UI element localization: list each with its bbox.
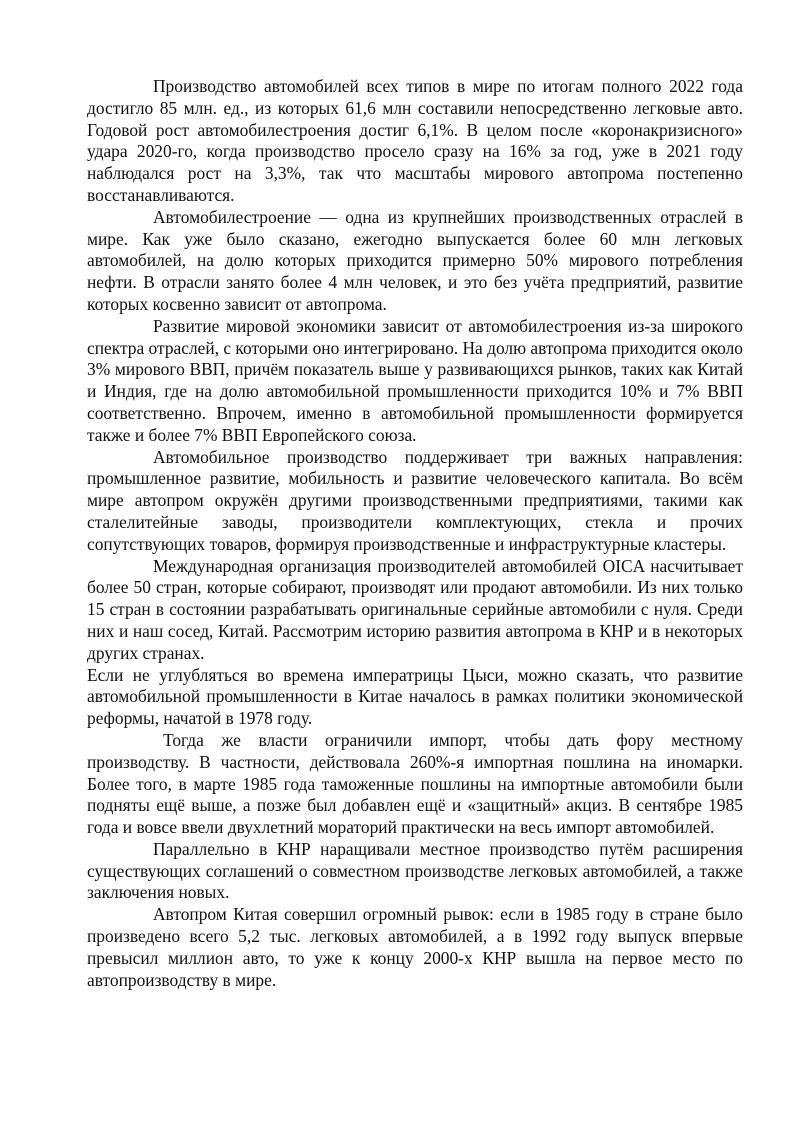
paragraph-joint-production: Параллельно в КНР наращивали местное производство путём расширения существующих соглашений о совместном производстве легковых автомобилей, а также заключения новых. bbox=[87, 838, 743, 903]
document-page bbox=[87, 76, 743, 991]
paragraph-import-restrictions: Тогда же власти ограничили импорт, чтобы дать фору местному производству. В частности, действовала 260%-я импортная пошлина на иномарки. Более того, в марте 1985 года таможенные пошлины на импортные автомобили были подняты ещё выше, а позже был добавлен ещё и «защитный» акциз. В сентябре 1985 года и вовсе ввели двухлетний мораторий практически на весь импорт автомобилей. bbox=[87, 729, 743, 838]
paragraph-industry-scale: Автомобилестроение — одна из крупнейших производственных отраслей в мире. Как уже было сказано, ежегодно выпускается более 60 млн легковых автомобилей, на долю которых приходится примерно 50% мирового потребления нефти. В отрасли занято более 4 млн человек, и это без учёта предприятий, развитие которых косвенно зависит от автопрома. bbox=[87, 206, 743, 314]
paragraph-china-reform: Если не углубляться во времена императрицы Цыси, можно сказать, что развитие автомобильной промышленности в Китае началось в рамках политики экономической реформы, начатой в 1978 году. bbox=[87, 664, 743, 729]
paragraph-oica: Международная организация производителей автомобилей OICA насчитывает более 50 стран, которые собирают, производят или продают автомобили. Из них только 15 стран в состоянии разрабатывать оригинальные серийные автомобили с нуля. Среди них и наш сосед, Китай. Рассмотрим историю развития автопрома в КНР и в некоторых других странах. bbox=[87, 555, 743, 663]
paragraph-economy-share: Развитие мировой экономики зависит от автомобилестроения из-за широкого спектра отраслей, с которыми оно интегрировано. На долю автопрома приходится около 3% мирового ВВП, причём показатель выше у развивающихся рынков, таких как Китай и Индия, где на долю автомобильной промышленности приходится 10% и 7% ВВП соответственно. Впрочем, именно в автомобильной промышленности формируется также и более 7% ВВП Европейского союза. bbox=[87, 315, 743, 445]
paragraph-china-leap: Автопром Китая совершил огромный рывок: если в 1985 году в стране было произведено всего 5,2 тыс. легковых автомобилей, а в 1992 году выпуск впервые превысил миллион авто, то уже к концу 2000-х КНР вышла на первое место по автопроизводству в мире. bbox=[87, 904, 743, 990]
paragraph-production-2022: Производство автомобилей всех типов в мире по итогам полного 2022 года достигло 85 млн. ед., из которых 61,6 млн составили непосредственно легковые авто. Годовой рост автомобилестроения достиг 6,1%. В целом после «коронакризисного» удара 2020-го, когда производство просело сразу на 16% за год, уже в 2021 году наблюдался рост на 3,3%, так что масштабы мирового автопрома постепенно восстанавливаются. bbox=[87, 76, 743, 205]
paragraph-three-directions: Автомобильное производство поддерживает три важных направления: промышленное развитие, мобильность и развитие человеческого капитала. Во всём мире автопром окружён другими производственными предприятиями, такими как сталелитейные заводы, производители комплектующих, стекла и прочих сопутствующих товаров, формируя производственные и инфраструктурные кластеры. bbox=[87, 446, 743, 554]
